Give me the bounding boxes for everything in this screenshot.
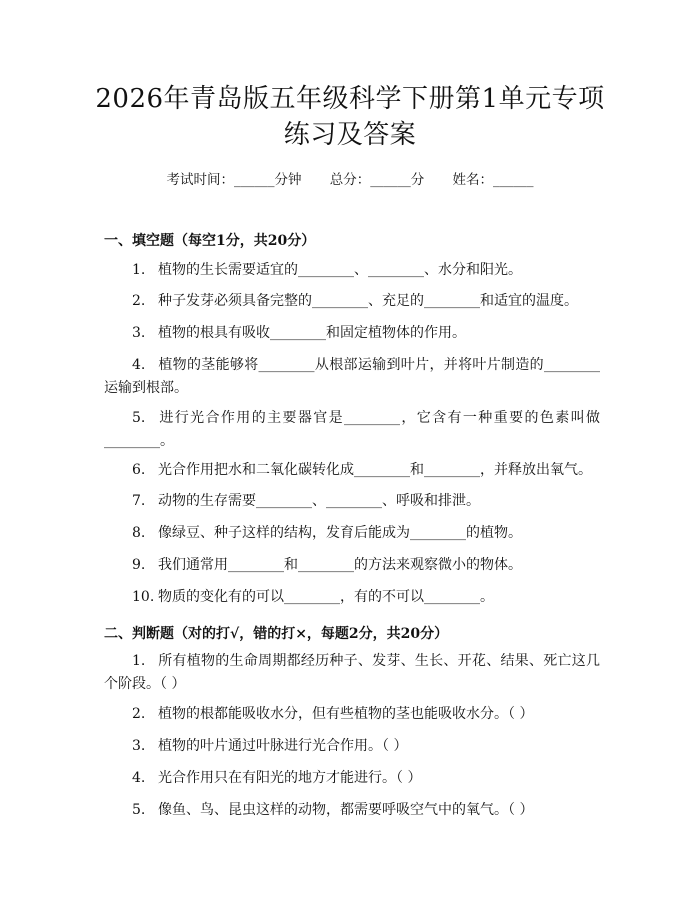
question-number: 8. bbox=[132, 525, 146, 541]
judge-question-3 bbox=[104, 735, 600, 758]
question-text: 我们通常用________和________的方法来观察微小的物体。 bbox=[158, 557, 522, 573]
section1-heading: 一、填空题（每空1分，共20分） bbox=[104, 233, 316, 249]
section2-heading: 二、判断题（对的打√，错的打×，每题2分，共20分） bbox=[104, 626, 449, 642]
question-text: 植物的根都能吸收水分，但有些植物的茎也能吸收水分。（ ） bbox=[158, 706, 534, 722]
question-number: 5. bbox=[132, 802, 146, 818]
question-number: 9. bbox=[132, 557, 146, 573]
question-text: 光合作用只在有阳光的地方才能进行。（ ） bbox=[158, 770, 422, 786]
exam-name-field: 姓名：______ bbox=[452, 172, 534, 188]
fill-question-1 bbox=[104, 259, 600, 282]
question-text: 植物的生长需要适宜的________、________、水分和阳光。 bbox=[158, 262, 522, 278]
question-number: 3. bbox=[132, 738, 146, 754]
judge-question-4 bbox=[104, 767, 600, 790]
question-text: 光合作用把水和二氧化碳转化成________和________，并释放出氧气。 bbox=[158, 462, 592, 478]
exam-score-field: 总分：______分 bbox=[329, 172, 425, 188]
document-title-line1: 2026年青岛版五年级科学下册第1单元专项 bbox=[95, 84, 605, 114]
question-text: 植物的根具有吸收________和固定植物体的作用。 bbox=[158, 325, 466, 341]
question-number: 7. bbox=[132, 493, 146, 509]
fill-question-8 bbox=[104, 522, 600, 545]
question-text: 像鱼、鸟、昆虫这样的动物，都需要呼吸空气中的氧气。（ ） bbox=[158, 802, 534, 818]
question-number: 2. bbox=[132, 293, 146, 309]
question-text: 植物的叶片通过叶脉进行光合作用。（ ） bbox=[158, 738, 408, 754]
question-text: 植物的茎能够将________从根部运输到叶片，并将叶片制造的________运输到根部。 bbox=[104, 357, 600, 396]
fill-question-2 bbox=[104, 290, 600, 313]
fill-question-6 bbox=[104, 459, 600, 482]
fill-question-5 bbox=[104, 407, 600, 453]
fill-question-4 bbox=[104, 354, 600, 400]
question-number: 6. bbox=[132, 462, 146, 478]
question-number: 10. bbox=[132, 589, 155, 605]
question-number: 1. bbox=[132, 653, 146, 669]
fill-question-3 bbox=[104, 322, 600, 345]
question-text: 进行光合作用的主要器官是________，它含有一种重要的色素叫做________。 bbox=[104, 410, 600, 449]
exam-meta bbox=[0, 168, 700, 188]
judge-question-2 bbox=[104, 703, 600, 726]
question-text: 所有植物的生命周期都经历种子、发芽、生长、开花、结果、死亡这几个阶段。（ ） bbox=[104, 653, 600, 692]
question-number: 4. bbox=[132, 357, 146, 373]
fill-question-7 bbox=[104, 490, 600, 513]
fill-question-9 bbox=[104, 554, 600, 577]
question-text: 种子发芽必须具备完整的________、充足的________和适宜的温度。 bbox=[158, 293, 578, 309]
judge-question-1 bbox=[104, 650, 600, 696]
exam-time-field: 考试时间：______分钟 bbox=[166, 172, 302, 188]
fill-question-10 bbox=[104, 586, 600, 609]
question-number: 2. bbox=[132, 706, 146, 722]
judge-question-5 bbox=[104, 799, 600, 822]
question-number: 1. bbox=[132, 262, 146, 278]
question-text: 动物的生存需要________、________、呼吸和排泄。 bbox=[158, 493, 480, 509]
question-number: 4. bbox=[132, 770, 146, 786]
question-number: 5. bbox=[132, 410, 146, 426]
document-title-line2: 练习及答案 bbox=[283, 120, 417, 150]
question-number: 3. bbox=[132, 325, 146, 341]
question-text: 物质的变化有的可以________，有的不可以________。 bbox=[158, 589, 494, 605]
question-text: 像绿豆、种子这样的结构，发育后能成为________的植物。 bbox=[158, 525, 522, 541]
